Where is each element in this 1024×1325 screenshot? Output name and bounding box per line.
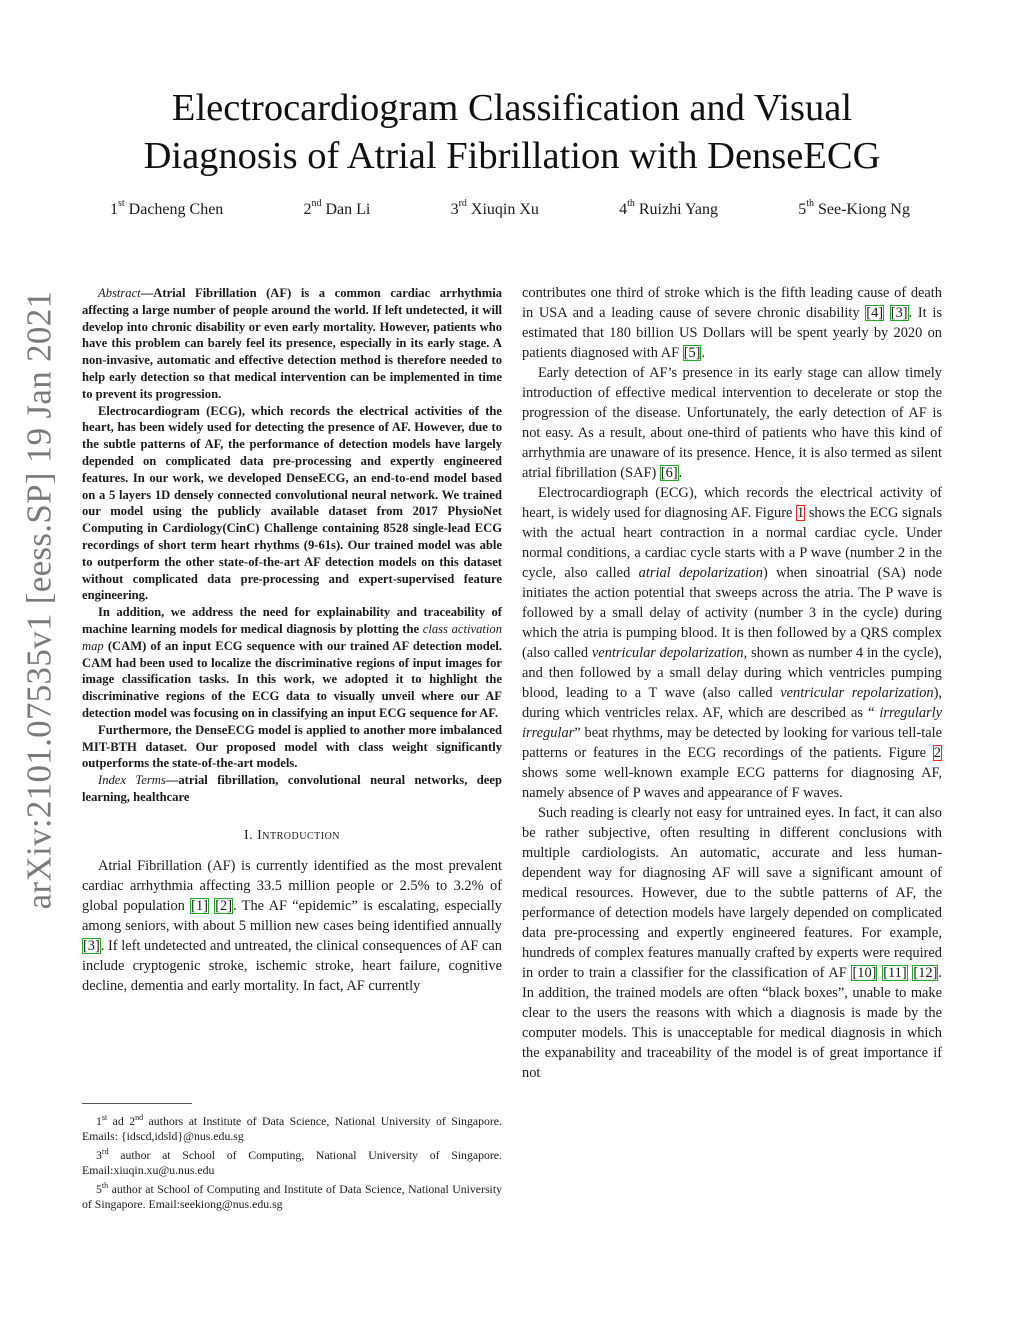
footnote-rule: [82, 1103, 192, 1104]
paper-title: [80, 84, 944, 180]
footnotes: [82, 1110, 502, 1212]
author: 3rd Xiuqin Xu: [450, 198, 539, 218]
section-heading: I. Introduction: [243, 827, 341, 843]
citation-link[interactable]: [1]: [191, 897, 208, 914]
abstract-paragraph: Furthermore, the DenseECG model is applied to another more imbalanced MIT-BTH dataset. Our proposed model with class weight significantly outperforms the state-of-the-art models.: [82, 722, 502, 771]
index-terms: Index Terms—atrial fibrillation, convolutional neural networks, deep learning, healthcare: [82, 773, 502, 804]
citation-link[interactable]: [2]: [215, 897, 233, 914]
body-paragraph: contributes one third of stroke which is the fifth leading cause of death in USA and a leading cause of severe chronic disability [4] [3]. It is estimated that 180 billion US Dollars will be spent yearly by 2020 on patients diagnosed with AF [5].: [522, 285, 942, 361]
author: 5th See-Kiong Ng: [798, 198, 910, 218]
author: 1st Dacheng Chen: [110, 198, 224, 218]
figure-link[interactable]: 1: [797, 505, 805, 521]
abstract-paragraph: Electrocardiogram (ECG), which records the electrical activities of the heart, has been widely used for detecting the presence of AF. However, due to the subtle patterns of AF, the performance of detection models have largely depended on complicated data pre-processing and expertly engineered features. In our work, we developed DenseECG, an end-to-end model based on a 5 layers 1D densely connected convolutional neural network. We trained our model using the publicly available dataset from 2017 PhysioNet Computing in Cardiology(CinC) Challenge containing 8528 single-lead ECG recordings of short term heart rhythms (9-61s). Our trained model was able to outperform the other state-of-the-art AF detection models on this dataset without complicated data pre-processing and expert-supervised feature engineering.: [82, 403, 502, 603]
footnote: 1st ad 2nd authors at Institute of Data Science, National University of Singapore. Emails: {idscd,idsld}@nus.edu.sg: [82, 1113, 502, 1143]
citation-link[interactable]: [11]: [883, 965, 907, 981]
abstract-label: Abstract: [98, 286, 141, 300]
body-paragraph: Electrocardiograph (ECG), which records the electrical activity of heart, is widely used for diagnosing AF. Figure 1 shows the ECG signals with the actual heart contraction in a normal cardiac cycle. Under normal conditions, a cardiac cycle starts with a P wave (number 2 in the cycle, also called atrial depolarization) when sinoatrial (SA) node initiates the action potential that sweeps across the atria. The P wave is followed by a small delay of activity (number 3 in the cycle) during which the atria is pumping blood. It is then followed by a QRS complex (also called ventricular depolarization, shown as number 4 in the cycle), and then followed by a small delay during which ventricles pumping blood, leading to a T wave (also called ventricular repolarization), during which ventricles relax. AF, which are described as “ irregularly irregular” beat rhythms, may be detected by looking for various tell-tale patterns or features in the ECG recordings of the patients. Figure 2 shows some well-known example ECG patterns for diagnosing AF, namely absence of P waves and appearance of F waves.: [522, 485, 943, 801]
author: 2nd Dan Li: [303, 198, 371, 218]
title-line-2: Diagnosis of Atrial Fibrillation with DenseECG: [143, 135, 881, 177]
left-column: [82, 285, 502, 996]
abstract: [82, 285, 502, 806]
citation-link[interactable]: [5]: [683, 345, 701, 361]
footnote: 5th author at School of Computing and Institute of Data Science, National University of Singapore. Email:seekiong@nus.edu.sg: [82, 1180, 502, 1211]
arxiv-id: arXiv:2101.07535v1 [eess.SP] 19 Jan 2021: [19, 290, 58, 910]
intro-paragraph: Atrial Fibrillation (AF) is currently identified as the most prevalent cardiac arrhythmia affecting 33.5 million people or 2.5% to 3.2% of global population [1] [2]. The AF “epidemic” is escalating, especially among seniors, with about 5 million new cases being identified annually [3]. If left undetected and untreated, the clinical consequences of AF can include cryptogenic stroke, ischemic stroke, heart failure, cognitive decline, dementia and early mortality. In fact, AF currently: [82, 857, 502, 994]
abstract-paragraph: Abstract—Atrial Fibrillation (AF) is a common cardiac arrhythmia affecting a large number of people around the world. If left undetected, it will develop into chronic disability or even early mortality. However, patients who have this problem can barely feel its presence, especially in its early stage. A non-invasive, automatic and effective detection method is therefore needed to help early detection so that medical intervention can be implemented in time to prevent its progression.: [82, 286, 502, 401]
author-list: [110, 198, 910, 219]
citation-link[interactable]: [3]: [83, 937, 100, 954]
title-line-1: Electrocardiogram Classification and Visual: [171, 87, 853, 129]
footnote: 3rd author at School of Computing, National University of Singapore. Email:xiuqin.xu@u.nus.edu: [82, 1146, 502, 1177]
body-paragraph: Such reading is clearly not easy for untrained eyes. In fact, it can also be rather subjective, often resulting in different conclusions with multiple cardiologists. An automatic, accurate and less human-dependent way for diagnosing AF will save a significant amount of medical resources. However, due to the subtle patterns of AF, the performance of detection models have largely depended on complicated data pre-processing and expertly engineered features. For example, hundreds of complex features manually crafted by experts were required in order to train a classifier for the classification of AF [10] [11] [12]. In addition, the trained models are often “black boxes”, unable to make clear to the users the reasons with which a diagnosis is made by the computer models. This is unacceptable for medical diagnosis in which the expanability and traceability of the model is of great importance if not: [522, 805, 942, 1081]
author: 4th Ruizhi Yang: [619, 198, 718, 218]
citation-link[interactable]: [3]: [890, 305, 908, 321]
right-column: [522, 283, 942, 1083]
abstract-paragraph: In addition, we address the need for explainability and traceability of machine learning models for medical diagnosis by plotting the class activation map (CAM) of an input ECG sequence with our trained AF detection model. CAM had been used to localize the discriminative regions of input images for image classification tasks. In this work, we adopted it to highlight the discriminative regions of the ECG data to visually unveil where our AF detection model was focusing on in classifying an input ECG sequence for AF.: [82, 605, 502, 720]
citation-link[interactable]: [10]: [852, 965, 877, 981]
citation-link[interactable]: [6]: [660, 465, 678, 481]
citation-link[interactable]: [4]: [866, 305, 884, 321]
figure-link[interactable]: 2: [933, 745, 941, 761]
citation-link[interactable]: [12]: [913, 965, 938, 981]
arxiv-sidebar-stamp: [14, 240, 64, 960]
body-paragraph: Early detection of AF’s presence in its early stage can allow timely introduction of effective medical intervention to decelerate or stop the progression of the disease. Unfortunately, the early detection of AF is not easy. As a result, about one-third of patients who have this kind of arrhythmia are unaware of its presence. Hence, it is also termed as silent atrial fibrillation (SAF) [6].: [522, 365, 942, 481]
